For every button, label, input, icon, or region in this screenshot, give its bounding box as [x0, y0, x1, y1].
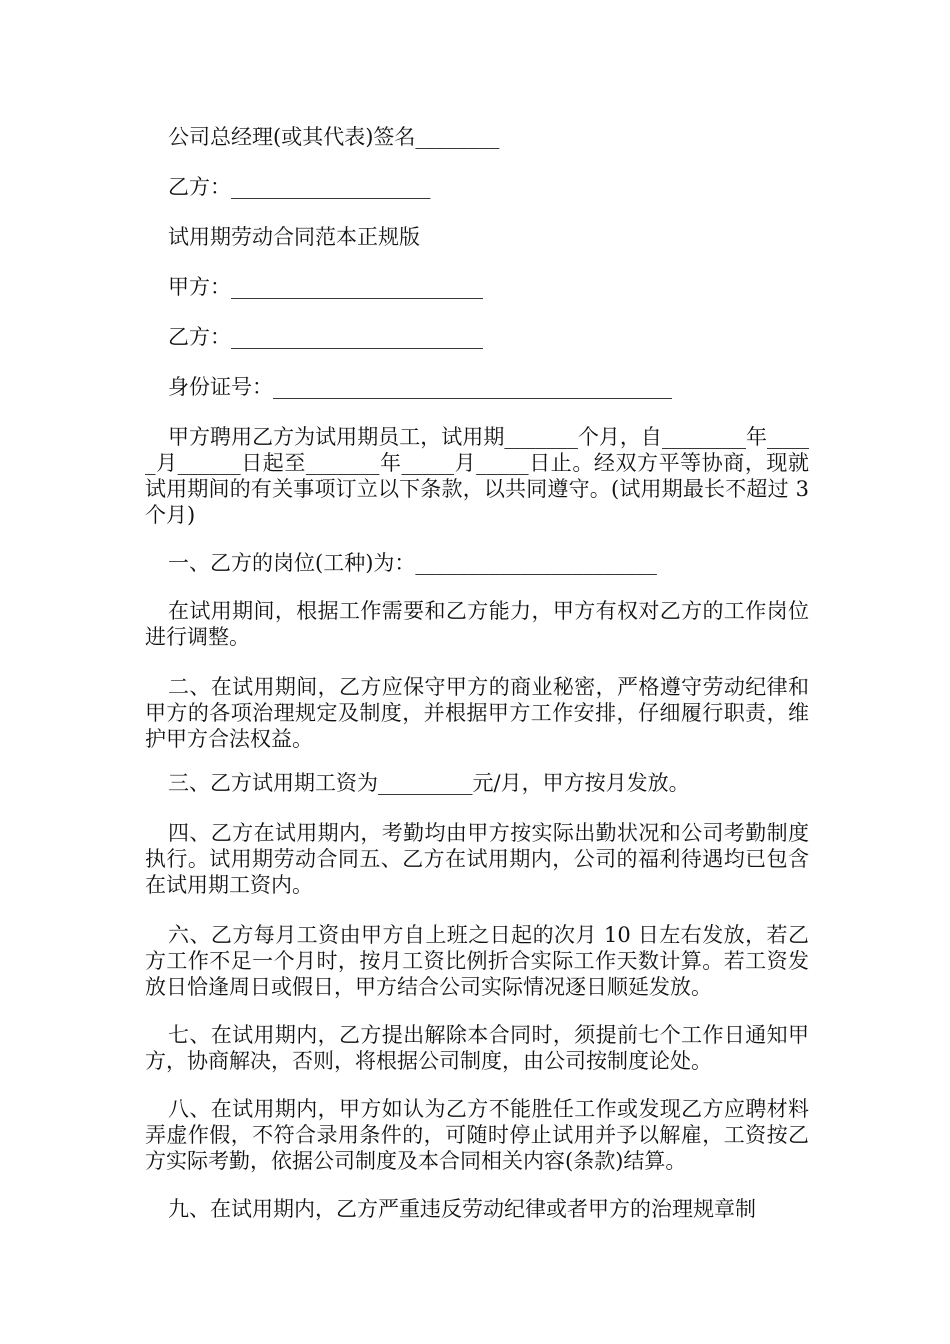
clause-3: 三、乙方试用期工资为_________元/月，甲方按月发放。 [168, 771, 690, 795]
id-number-field: 身份证号：______________________________________ [168, 375, 672, 399]
document-title: 试用期劳动合同范本正规版 [168, 225, 420, 249]
clause-1: 一、乙方的岗位(工种)为：_______________________ [168, 551, 657, 575]
clause-9: 九、在试用期内，乙方严重违反劳动纪律或者甲方的治理规章制 [168, 1197, 756, 1221]
clause-8: 八、在试用期内，甲方如认为乙方不能胜任工作或发现乙方应聘材料弄虚作假，不符合录用条件的，可随时停止试用并予以解雇，工资按乙方实际考勤，依据公司制度及本合同相关内容(条款)结算。 [145, 1097, 809, 1173]
clause-7: 七、在试用期内，乙方提出解除本合同时，须提前七个工作日通知甲方，协商解决，否则，将根据公司制度，由公司按制度论处。 [145, 1023, 809, 1073]
party-b-field: 乙方：________________________ [168, 325, 483, 349]
clause-6: 六、乙方每月工资由甲方自上班之日起的次月 10 日左右发放，若乙方工作不足一个月时，按月工资比例折合实际工作天数计算。若工资发放日恰逢周日或假日，甲方结合公司实际情况逐日顺延发放。 [145, 923, 809, 999]
clause-2: 二、在试用期间，乙方应保守甲方的商业秘密，严格遵守劳动纪律和甲方的各项治理规定及制度，并根据甲方工作安排，仔细履行职责，维护甲方合法权益。 [145, 675, 809, 751]
party-b-line: 乙方：___________________ [168, 175, 431, 199]
party-a-field: 甲方：________________________ [168, 275, 483, 299]
clause-4-5: 四、乙方在试用期内，考勤均由甲方按实际出勤状况和公司考勤制度执行。试用期劳动合同五、乙方在试用期内，公司的福利待遇均已包含在试用期工资内。 [145, 821, 809, 897]
clause-1-detail: 在试用期间，根据工作需要和乙方能力，甲方有权对乙方的工作岗位进行调整。 [145, 599, 809, 649]
intro-paragraph: 甲方聘用乙方为试用期员工，试用期_______个月，自________年_____月______日起至_______年_____月_____日止。经双方平等协商，现就试用期间的有关事项订立以下条款，以共同遵守。(试用期最长不超过 3 个月) [145, 425, 816, 527]
signature-line-manager: 公司总经理(或其代表)签名________ [168, 125, 500, 149]
